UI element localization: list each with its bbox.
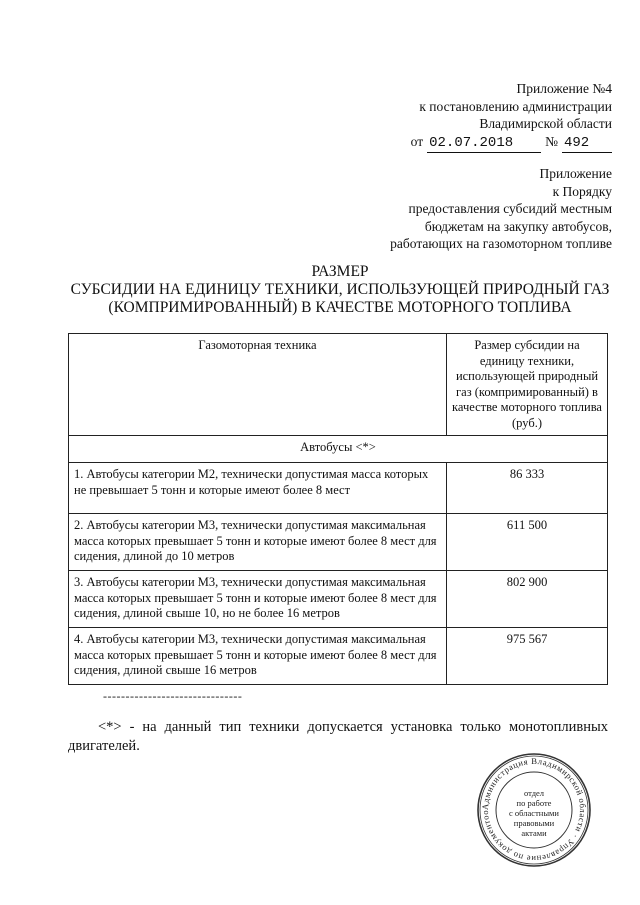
date-number-line [411, 133, 612, 154]
stamp-line: отдел [523, 788, 545, 798]
header-line: к постановлению администрации [419, 98, 612, 114]
handwritten-number: 492 [562, 135, 612, 154]
handwritten-date: 02.07.2018 [427, 135, 541, 154]
row-value: 802 900 [447, 571, 608, 628]
row-value: 86 333 [447, 463, 608, 514]
row-description: 1. Автобусы категории М2, технически допустимая масса которых не превышает 5 тонн и которые имеют более 8 мест [69, 463, 447, 514]
title-line: РАЗМЕР [311, 263, 369, 280]
footnote-separator: ------------------------------- [103, 689, 243, 703]
subsidy-table [68, 333, 608, 685]
stamp-line: по работе [516, 798, 552, 808]
row-value: 975 567 [447, 628, 608, 685]
header-line: Владимирской области [479, 116, 612, 131]
stamp-line: правовыми [513, 818, 555, 828]
header-line: работающих на газомоторном топливе [390, 236, 612, 251]
group-label: Автобусы <*> [69, 436, 608, 463]
header-line: Приложение №4 [516, 81, 612, 96]
column-header-subsidy: Размер субсидии на единицу техники, использующей природный газ (компримированный) в качестве моторного топлива (руб.) [447, 334, 608, 436]
header-line: предоставления субсидий местным [408, 201, 612, 216]
header-line: Приложение [539, 166, 612, 181]
header-line: бюджетам на закупку автобусов, [424, 218, 612, 234]
date-prefix: от [410, 133, 424, 149]
title-line: СУБСИДИИ НА ЕДИНИЦУ ТЕХНИКИ, ИСПОЛЬЗУЮЩЕЙ ПРИРОДНЫЙ ГАЗ [70, 281, 610, 298]
header-block-appendix-order [390, 165, 612, 253]
row-description: 2. Автобусы категории М3, технически допустимая максимальная масса которых превышает 5 тонн и которые имеют более 8 мест для сидения, длиной до 10 метров [69, 514, 447, 571]
header-line: к Порядку [552, 183, 612, 199]
table-header-row [69, 334, 608, 436]
table-row [69, 571, 608, 628]
official-stamp [476, 752, 592, 868]
column-header-vehicle: Газомоторная техника [69, 334, 447, 436]
stamp-inner-text [502, 788, 566, 838]
document-title [40, 263, 640, 317]
stamp-line: актами [521, 828, 547, 838]
table-group-row [69, 436, 608, 463]
table-row [69, 463, 608, 514]
footnote: <*> - на данный тип техники допускается установка только монотопливных двигателей. [68, 719, 608, 754]
title-line: (КОМПРИМИРОВАННЫЙ) В КАЧЕСТВЕ МОТОРНОГО ТОПЛИВА [108, 299, 572, 316]
row-value: 611 500 [447, 514, 608, 571]
row-description: 4. Автобусы категории М3, технически допустимая максимальная масса которых превышает 5 тонн и которые имеют более 8 мест для сидения, длиной свыше 16 метров [69, 628, 447, 685]
header-block-appendix-4 [411, 80, 612, 153]
stamp-line: с областными [509, 808, 559, 818]
number-prefix: № [545, 133, 558, 149]
table-row [69, 514, 608, 571]
row-description: 3. Автобусы категории М3, технически допустимая максимальная масса которых превышает 5 тонн и которые имеют более 8 мест для сидения, длиной свыше 10, но не более 16 метров [69, 571, 447, 628]
table-row [69, 628, 608, 685]
stamp-ring-text: Администрация Владимирской области · Управление по документоо [479, 755, 589, 865]
